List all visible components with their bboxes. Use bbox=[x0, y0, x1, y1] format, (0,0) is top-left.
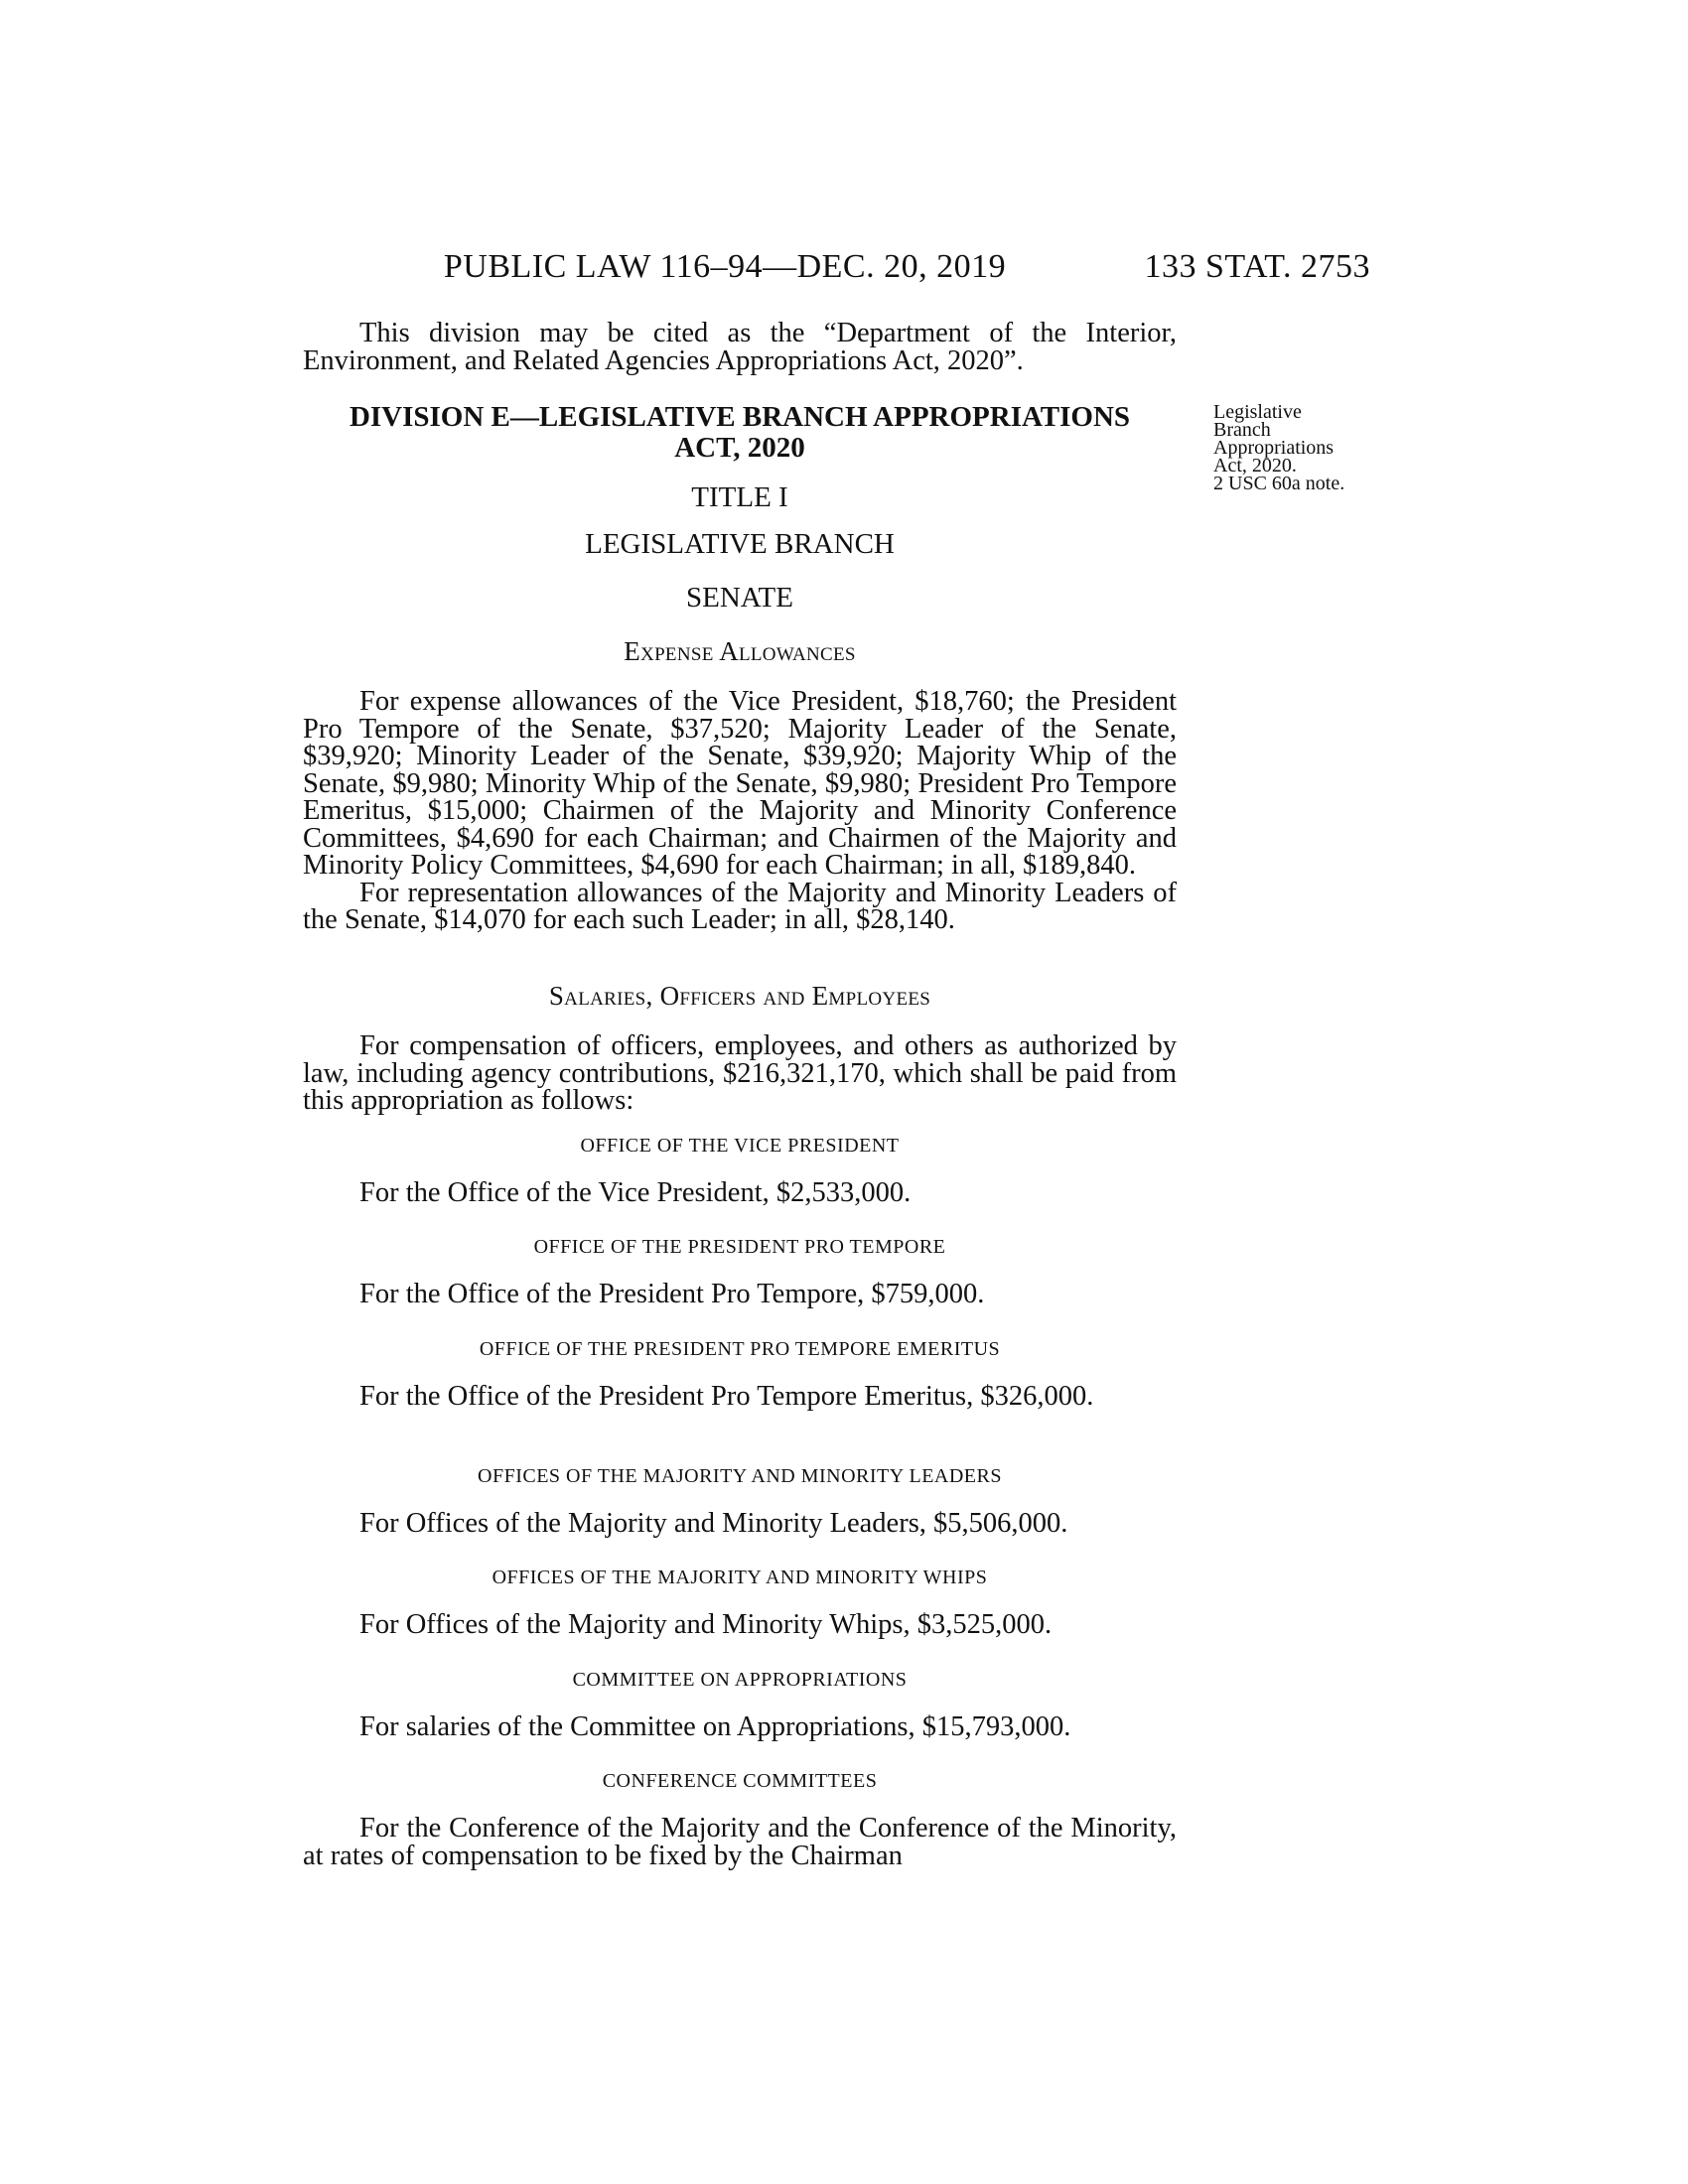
salaries-heading-block bbox=[303, 981, 1177, 1012]
section-text: For salaries of the Committee on Appropriations, $15,793,000. bbox=[359, 1711, 1071, 1742]
intro-paragraph: This division may be cited as the “Department of the Interior, Environment, and Related Agencies Appropriations Act, 2020”. bbox=[303, 318, 1177, 376]
section-conference-committees bbox=[303, 1770, 1177, 1869]
section-heading: OFFICE OF THE PRESIDENT PRO TEMPORE bbox=[533, 1236, 946, 1258]
marginal-note bbox=[1213, 403, 1402, 492]
intro-block bbox=[303, 320, 1177, 374]
section-majority-minority-whips bbox=[303, 1567, 1177, 1639]
branch-heading: LEGISLATIVE BRANCH bbox=[585, 528, 895, 560]
section-majority-minority-leaders bbox=[303, 1465, 1177, 1538]
marginal-note-line1: Legislative bbox=[1213, 401, 1302, 423]
division-heading-line2: ACT, 2020 bbox=[674, 432, 805, 464]
section-committee-on-appropriations bbox=[303, 1669, 1177, 1741]
salaries-heading: Salaries, Officers and Employees bbox=[548, 981, 931, 1011]
expense-allowances-body bbox=[303, 688, 1177, 934]
section-heading: OFFICES OF THE MAJORITY AND MINORITY WHIPS bbox=[492, 1567, 988, 1588]
section-text: For Offices of the Majority and Minority Whips, $3,525,000. bbox=[359, 1609, 1053, 1640]
expense-allowances-paragraph-1: For expense allowances of the Vice President, $18,760; the President Pro Tempore of the Senate, $37,520; Majority Leader of the Senate, $39,920; Minority Leader of the Senate, $39,920; Majority Whip of the Senate, $9,980; Minority Whip of the Senate, $9,980; President Pro Tempore Emeritus, $15,000; Chairmen of the Majority and Minority Conference Committees, $4,690 for each Chairman; and Chairmen of the Majority and Minority Policy Committees, $4,690 for each Chairman; in all, $189,840. bbox=[303, 686, 1177, 881]
section-heading: COMMITTEE ON APPROPRIATIONS bbox=[572, 1669, 908, 1691]
section-text: For the Conference of the Majority and the Conference of the Minority, at rates of compensation to be fixed by the Chairman bbox=[303, 1813, 1177, 1871]
section-heading: CONFERENCE COMMITTEES bbox=[602, 1770, 878, 1792]
salaries-paragraph: For compensation of officers, employees, and others as authorized by law, including agency contributions, $216,321,170, which shall be paid from this appropriation as follows: bbox=[303, 1030, 1177, 1116]
section-vice-president bbox=[303, 1135, 1177, 1207]
salaries-body bbox=[303, 1032, 1177, 1115]
senate-heading: SENATE bbox=[686, 582, 793, 614]
section-text: For Offices of the Majority and Minority Leaders, $5,506,000. bbox=[359, 1508, 1068, 1539]
division-heading-line1: DIVISION E—LEGISLATIVE BRANCH APPROPRIATIONS bbox=[349, 401, 1131, 433]
branch-heading-block bbox=[303, 528, 1177, 561]
section-text: For the Office of the President Pro Tempore, $759,000. bbox=[359, 1279, 985, 1309]
section-president-pro-tempore bbox=[303, 1236, 1177, 1308]
running-header-stat-page: 133 STAT. 2753 bbox=[1144, 248, 1370, 285]
senate-heading-block bbox=[303, 582, 1177, 614]
marginal-note-line5: 2 USC 60a note. bbox=[1213, 473, 1345, 494]
section-text: For the Office of the Vice President, $2,533,000. bbox=[359, 1177, 912, 1208]
title-heading: TITLE I bbox=[691, 481, 788, 513]
running-header-title: PUBLIC LAW 116–94—DEC. 20, 2019 bbox=[443, 248, 1007, 285]
expense-allowances-heading-block bbox=[303, 636, 1177, 667]
marginal-note-line2: Branch bbox=[1213, 419, 1271, 441]
section-heading: OFFICE OF THE VICE PRESIDENT bbox=[580, 1135, 900, 1157]
title-heading-block bbox=[303, 481, 1177, 514]
expense-allowances-heading: Expense Allowances bbox=[624, 636, 856, 666]
section-president-pro-tempore-emeritus bbox=[303, 1338, 1177, 1411]
marginal-note-line4: Act, 2020. bbox=[1213, 455, 1297, 477]
section-heading: OFFICE OF THE PRESIDENT PRO TEMPORE EMERITUS bbox=[479, 1338, 1001, 1360]
marginal-note-line3: Appropriations bbox=[1213, 437, 1335, 459]
division-heading-block bbox=[303, 402, 1177, 464]
section-text: For the Office of the President Pro Tempore Emeritus, $326,000. bbox=[359, 1381, 1094, 1412]
expense-allowances-paragraph-2: For representation allowances of the Majority and Minority Leaders of the Senate, $14,070 for each such Leader; in all, $28,140. bbox=[303, 877, 1177, 935]
section-heading: OFFICES OF THE MAJORITY AND MINORITY LEADERS bbox=[478, 1465, 1002, 1487]
